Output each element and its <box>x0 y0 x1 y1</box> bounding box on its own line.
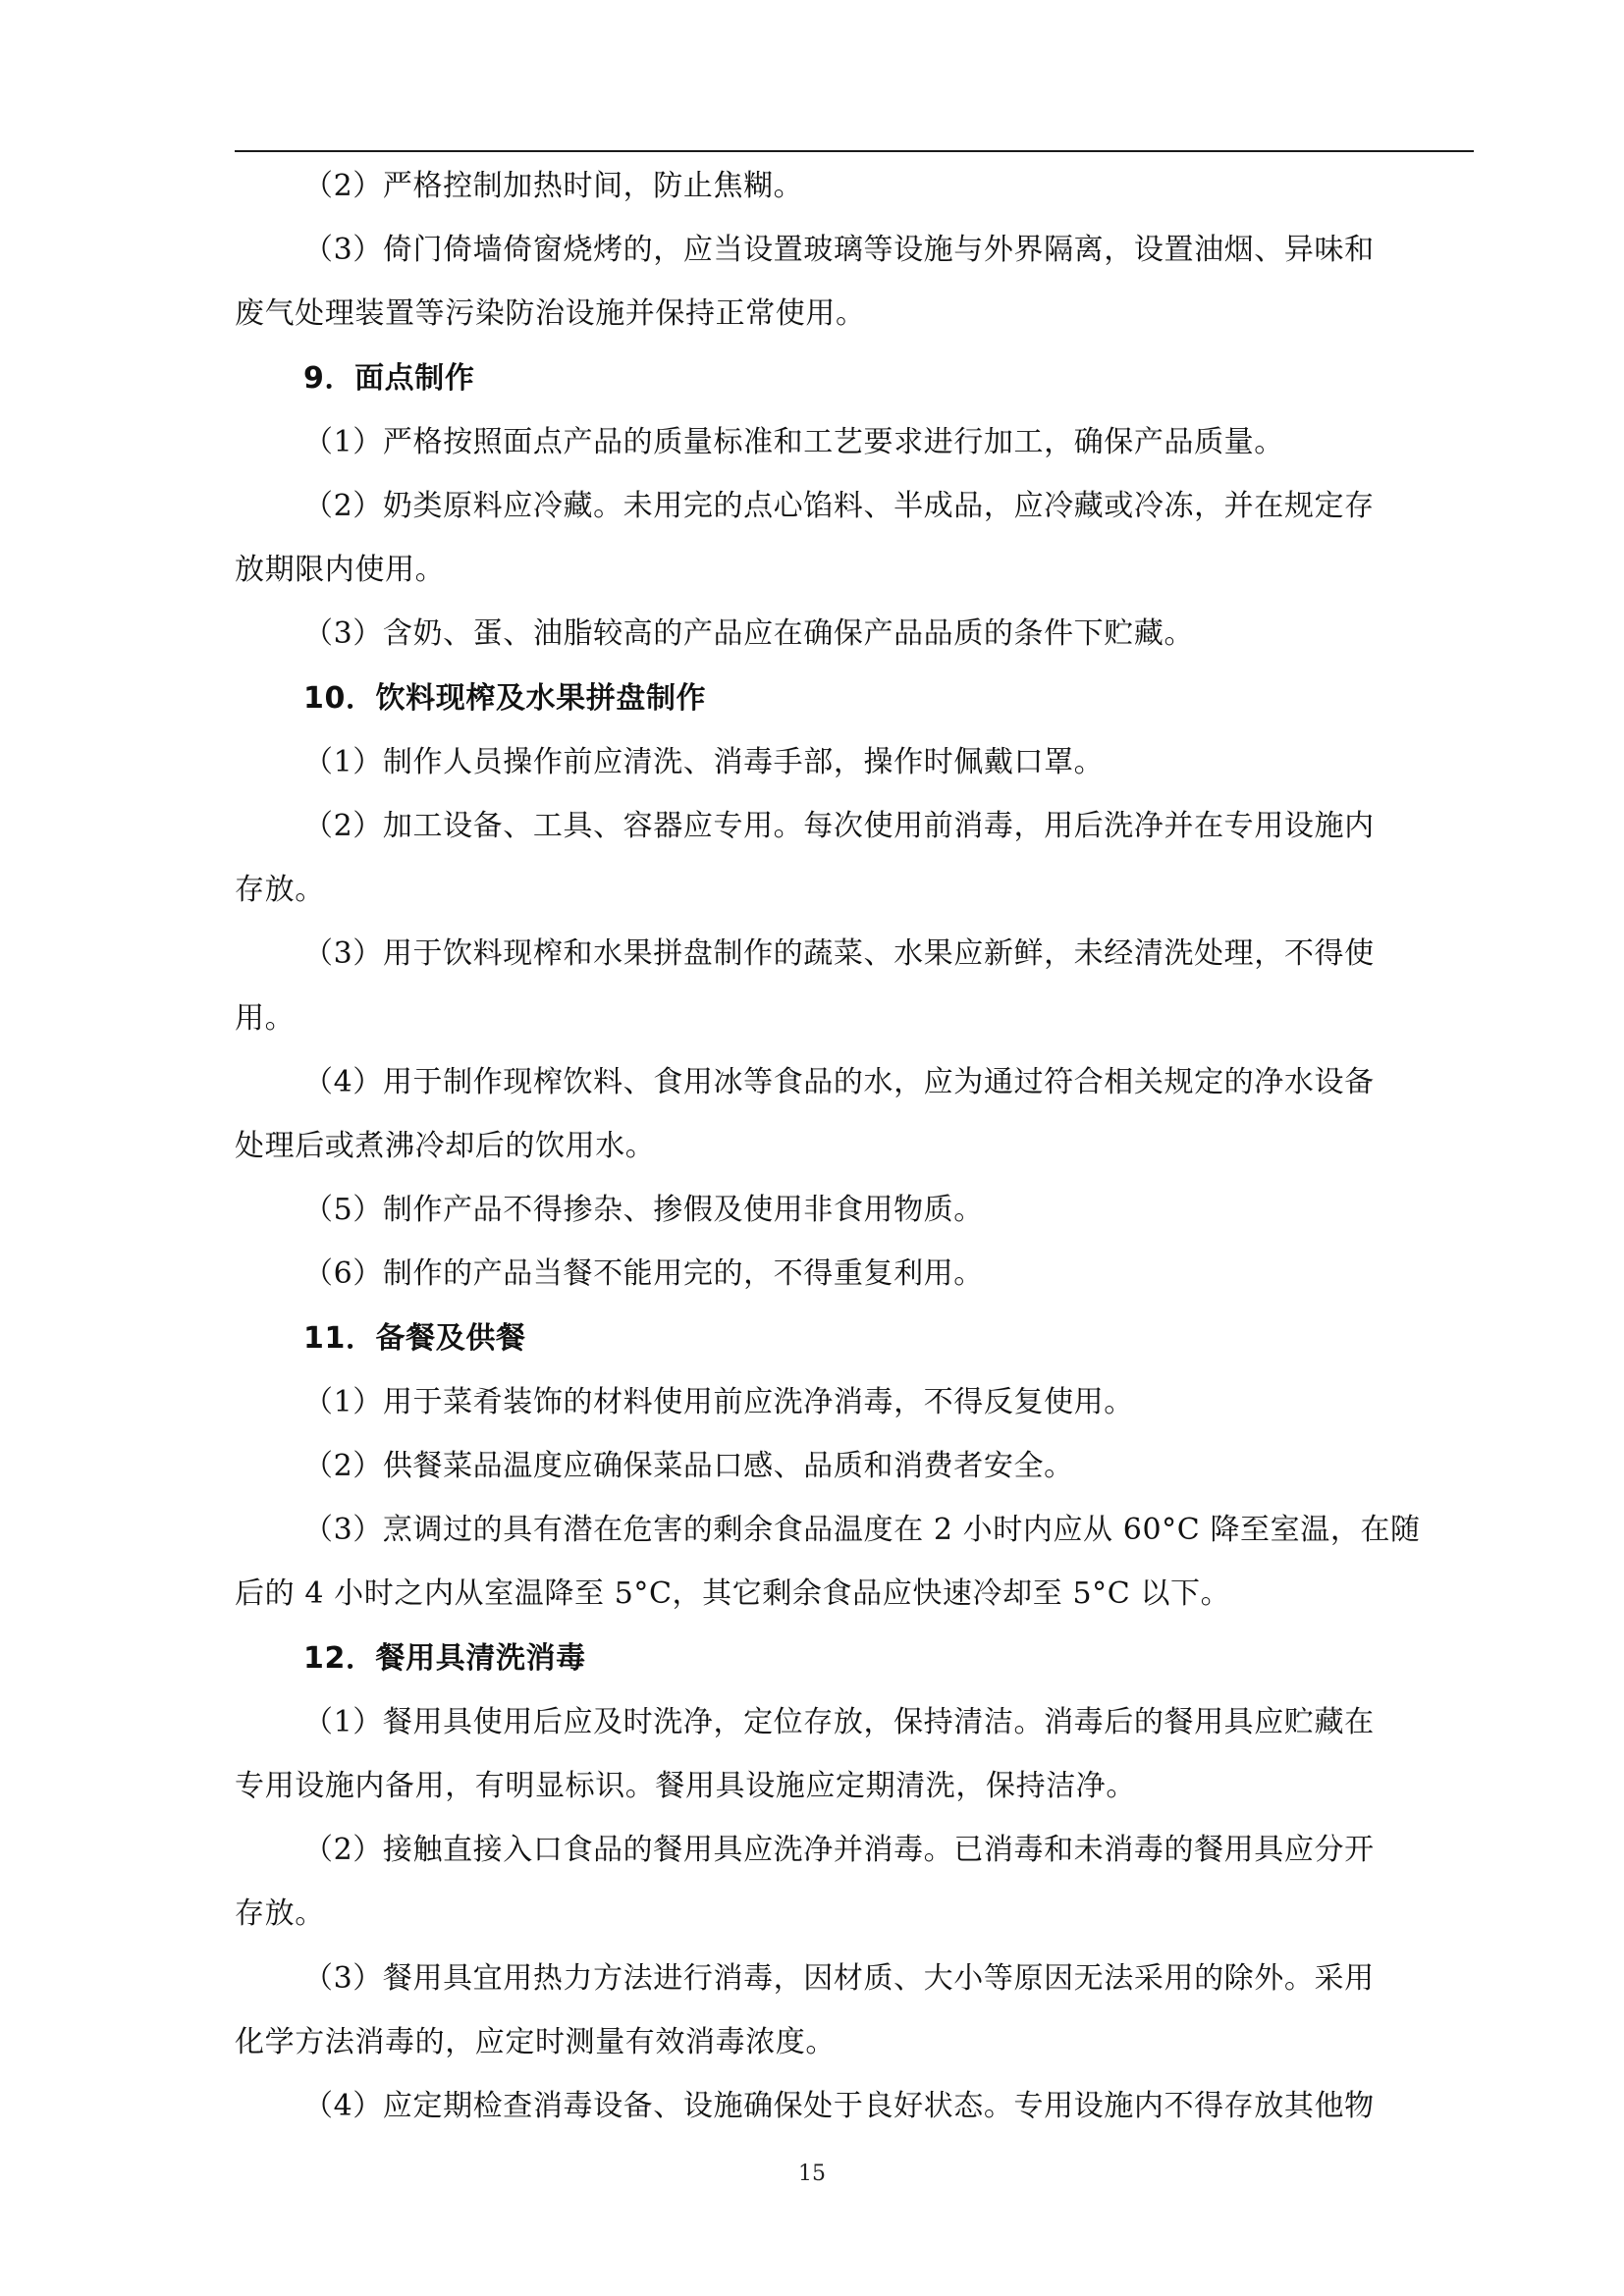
page-number: 15 <box>798 2162 826 2186</box>
paragraph-line: （2）加工设备、工具、容器应专用。每次使用前消毒，用后洗净并在专用设施内 <box>303 809 1375 843</box>
paragraph-line: （2）严格控制加热时间，防止焦糊。 <box>303 169 804 203</box>
paragraph-line: （3）餐用具宜用热力方法进行消毒，因材质、大小等原因无法采用的除外。采用 <box>303 1960 1375 1996</box>
header-rule <box>235 150 1474 152</box>
section-heading: 12．餐用具清洗消毒 <box>303 1640 586 1676</box>
section-heading: 10．饮料现榨及水果拼盘制作 <box>303 680 707 716</box>
paragraph-line: （2）供餐菜品温度应确保菜品口感、品质和消费者安全。 <box>303 1449 1074 1483</box>
paragraph-continuation-line: 后的 4 小时之内从室温降至 5°C，其它剩余食品应快速冷却至 5°C 以下。 <box>235 1576 1231 1612</box>
paragraph-line: （5）制作产品不得掺杂、掺假及使用非食用物质。 <box>303 1193 984 1228</box>
section-heading: 9．面点制作 <box>303 360 475 396</box>
paragraph-line: （3）含奶、蛋、油脂较高的产品应在确保产品品质的条件下贮藏。 <box>303 616 1195 652</box>
paragraph-line: （2）奶类原料应冷藏。未用完的点心馅料、半成品，应冷藏或冷冻，并在规定存 <box>303 489 1375 523</box>
paragraph-line: （3）烹调过的具有潜在危害的剩余食品温度在 2 小时内应从 60°C 降至室温，在随 <box>303 1513 1421 1548</box>
paragraph-line: （1）餐用具使用后应及时洗净，定位存放，保持清洁。消毒后的餐用具应贮藏在 <box>303 1704 1375 1739</box>
paragraph-continuation-line: 存放。 <box>235 1896 325 1932</box>
paragraph-continuation-line: 专用设施内备用，有明显标识。餐用具设施应定期清洗，保持洁净。 <box>235 1769 1136 1803</box>
section-heading: 11．备餐及供餐 <box>303 1320 526 1356</box>
paragraph-line: （1）严格按照面点产品的质量标准和工艺要求进行加工，确保产品质量。 <box>303 424 1284 459</box>
paragraph-line: （4）应定期检查消毒设备、设施确保处于良好状态。专用设施内不得存放其他物 <box>303 2089 1375 2123</box>
paragraph-line: （6）制作的产品当餐不能用完的，不得重复利用。 <box>303 1256 984 1292</box>
paragraph-continuation-line: 处理后或煮沸冷却后的饮用水。 <box>235 1129 656 1163</box>
paragraph-line: （2）接触直接入口食品的餐用具应洗净并消毒。已消毒和未消毒的餐用具应分开 <box>303 1833 1375 1868</box>
paragraph-continuation-line: 存放。 <box>235 873 325 908</box>
paragraph-line: （3）倚门倚墙倚窗烧烤的，应当设置玻璃等设施与外界隔离，设置油烟、异味和 <box>303 233 1375 268</box>
paragraph-line: （3）用于饮料现榨和水果拼盘制作的蔬菜、水果应新鲜，未经清洗处理，不得使 <box>303 936 1375 972</box>
paragraph-continuation-line: 废气处理装置等污染防治设施并保持正常使用。 <box>235 296 866 332</box>
paragraph-continuation-line: 放期限内使用。 <box>235 553 446 588</box>
paragraph-continuation-line: 化学方法消毒的，应定时测量有效消毒浓度。 <box>235 2024 836 2059</box>
paragraph-line: （4）用于制作现榨饮料、食用冰等食品的水，应为通过符合相关规定的净水设备 <box>303 1064 1375 1099</box>
paragraph-line: （1）用于菜肴装饰的材料使用前应洗净消毒，不得反复使用。 <box>303 1384 1134 1419</box>
paragraph-continuation-line: 用。 <box>235 1000 296 1036</box>
paragraph-line: （1）制作人员操作前应清洗、消毒手部，操作时佩戴口罩。 <box>303 744 1105 779</box>
